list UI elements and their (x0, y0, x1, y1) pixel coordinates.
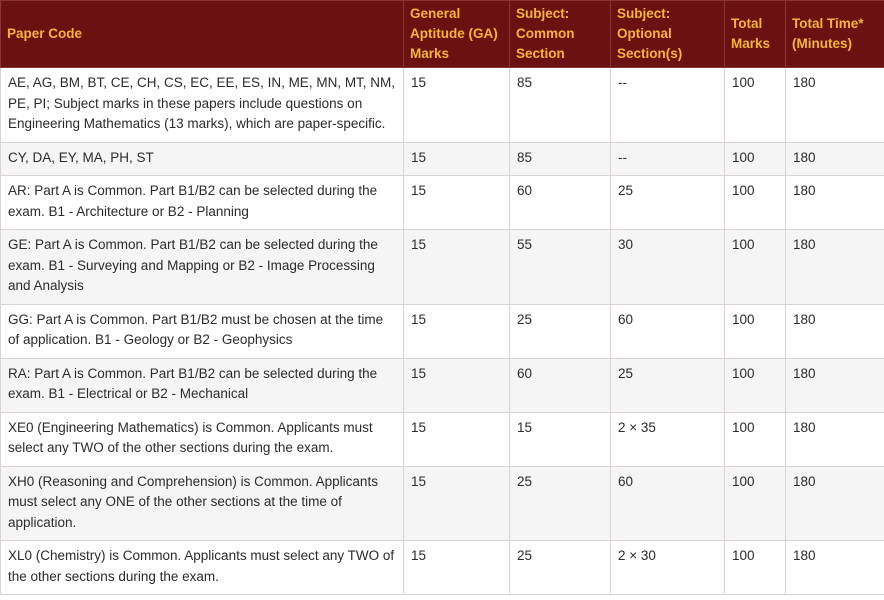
cell-paper-code: XL0 (Chemistry) is Common. Applicants must select any TWO of the other sections during the exam. (1, 541, 404, 595)
cell-total-marks: 100 (725, 68, 786, 143)
cell-common-section: 15 (510, 412, 611, 466)
cell-common-section: 60 (510, 176, 611, 230)
cell-optional-sections: -- (611, 142, 725, 176)
table-row (1, 358, 884, 412)
cell-total-marks: 100 (725, 358, 786, 412)
cell-optional-sections: 30 (611, 230, 725, 305)
header-total-time: Total Time* (Minutes) (786, 1, 884, 68)
cell-total-time: 180 (786, 230, 884, 305)
cell-common-section: 25 (510, 466, 611, 541)
cell-paper-code: RA: Part A is Common. Part B1/B2 can be selected during the exam. B1 - Electrical or B2 - Mechanical (1, 358, 404, 412)
table-row (1, 230, 884, 305)
cell-ga-marks: 15 (404, 304, 510, 358)
cell-optional-sections: -- (611, 68, 725, 143)
cell-ga-marks: 15 (404, 466, 510, 541)
cell-total-marks: 100 (725, 541, 786, 595)
cell-total-marks: 100 (725, 412, 786, 466)
cell-ga-marks: 15 (404, 230, 510, 305)
cell-common-section: 25 (510, 541, 611, 595)
cell-total-time: 180 (786, 541, 884, 595)
table-row (1, 142, 884, 176)
cell-common-section: 55 (510, 230, 611, 305)
table-header-row (1, 1, 884, 68)
cell-total-time: 180 (786, 142, 884, 176)
cell-paper-code: AR: Part A is Common. Part B1/B2 can be selected during the exam. B1 - Architecture or B2 - Planning (1, 176, 404, 230)
cell-ga-marks: 15 (404, 142, 510, 176)
cell-optional-sections: 60 (611, 304, 725, 358)
table-row (1, 412, 884, 466)
cell-total-time: 180 (786, 304, 884, 358)
cell-paper-code: XE0 (Engineering Mathematics) is Common. Applicants must select any TWO of the other sections during the exam. (1, 412, 404, 466)
table-row (1, 68, 884, 143)
table-row (1, 541, 884, 595)
header-total-marks: Total Marks (725, 1, 786, 68)
cell-total-time: 180 (786, 358, 884, 412)
cell-ga-marks: 15 (404, 358, 510, 412)
cell-total-marks: 100 (725, 176, 786, 230)
cell-ga-marks: 15 (404, 412, 510, 466)
cell-optional-sections: 25 (611, 358, 725, 412)
cell-total-time: 180 (786, 176, 884, 230)
header-ga-marks: General Aptitude (GA) Marks (404, 1, 510, 68)
cell-paper-code: AE, AG, BM, BT, CE, CH, CS, EC, EE, ES, IN, ME, MN, MT, NM, PE, PI; Subject marks in these papers include questions on Engineering Mathematics (13 marks), which are paper-specific. (1, 68, 404, 143)
cell-total-marks: 100 (725, 304, 786, 358)
cell-ga-marks: 15 (404, 541, 510, 595)
cell-optional-sections: 2 × 30 (611, 541, 725, 595)
cell-paper-code: GE: Part A is Common. Part B1/B2 can be selected during the exam. B1 - Surveying and Mapping or B2 - Image Processing and Analysis (1, 230, 404, 305)
cell-optional-sections: 60 (611, 466, 725, 541)
cell-ga-marks: 15 (404, 176, 510, 230)
cell-optional-sections: 2 × 35 (611, 412, 725, 466)
cell-common-section: 85 (510, 142, 611, 176)
cell-paper-code: GG: Part A is Common. Part B1/B2 must be chosen at the time of application. B1 - Geology or B2 - Geophysics (1, 304, 404, 358)
cell-total-marks: 100 (725, 142, 786, 176)
header-optional-sections: Subject: Optional Section(s) (611, 1, 725, 68)
cell-common-section: 60 (510, 358, 611, 412)
cell-paper-code: XH0 (Reasoning and Comprehension) is Common. Applicants must select any ONE of the other sections at the time of application. (1, 466, 404, 541)
cell-common-section: 85 (510, 68, 611, 143)
cell-total-marks: 100 (725, 466, 786, 541)
cell-total-time: 180 (786, 466, 884, 541)
cell-total-time: 180 (786, 412, 884, 466)
cell-common-section: 25 (510, 304, 611, 358)
cell-paper-code: CY, DA, EY, MA, PH, ST (1, 142, 404, 176)
cell-total-marks: 100 (725, 230, 786, 305)
header-paper-code: Paper Code (1, 1, 404, 68)
cell-total-time: 180 (786, 68, 884, 143)
table-row (1, 176, 884, 230)
table-row (1, 304, 884, 358)
table-row (1, 466, 884, 541)
header-common-section: Subject: Common Section (510, 1, 611, 68)
cell-ga-marks: 15 (404, 68, 510, 143)
cell-optional-sections: 25 (611, 176, 725, 230)
